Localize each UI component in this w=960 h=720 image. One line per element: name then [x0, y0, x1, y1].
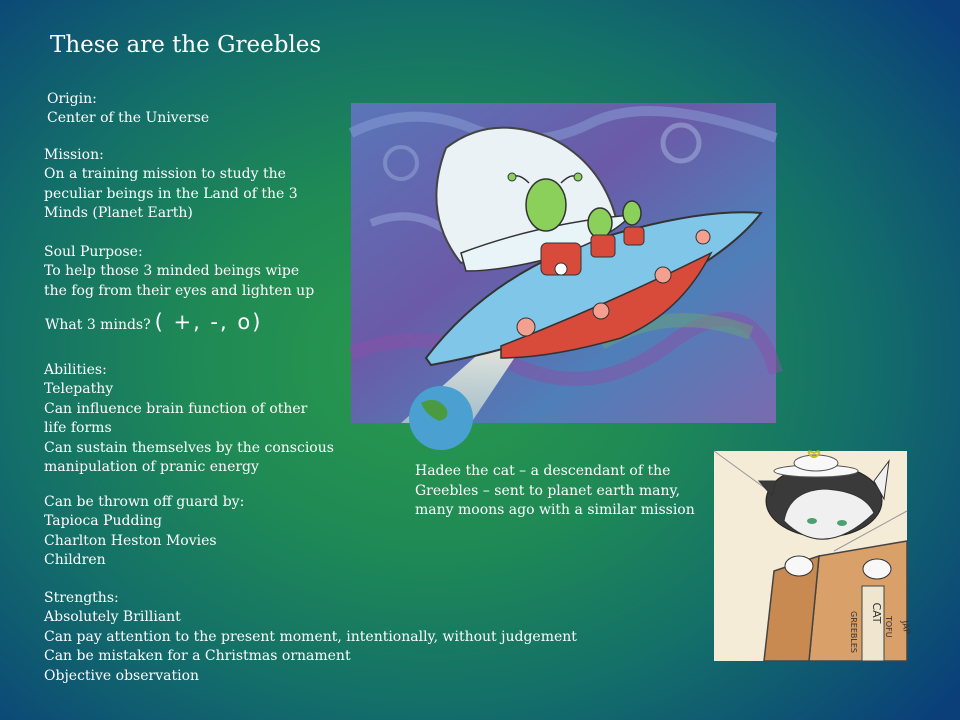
sign-tofu: TOFU [884, 616, 893, 638]
thrown-off-label: Can be thrown off guard by: [44, 494, 245, 510]
mission-label: Mission: [44, 147, 104, 163]
abilities-section [44, 361, 334, 477]
mission-section [44, 146, 298, 224]
strengths-section [44, 589, 577, 686]
cat-caption [415, 462, 695, 521]
abilities-line: Can influence brain function of other [44, 400, 308, 417]
strengths-label: Strengths: [44, 590, 119, 606]
soul-purpose-label: Soul Purpose: [44, 244, 143, 260]
mission-line: On a training mission to study the [44, 166, 286, 183]
sign-cat: CAT [870, 602, 883, 624]
strengths-line: Objective observation [44, 667, 200, 684]
origin-section [47, 90, 209, 129]
strengths-line: Can be mistaken for a Christmas ornament [44, 648, 351, 665]
strengths-line: Can pay attention to the present moment, intentionally, without judgement [44, 628, 577, 645]
cat-illustration [714, 451, 912, 661]
caption-line: many moons ago with a similar mission [415, 502, 695, 518]
caption-line: Hadee the cat – a descendant of the [415, 463, 671, 479]
caption-line: Greebles – sent to planet earth many, [415, 482, 681, 499]
ufo-illustration [351, 103, 776, 423]
sign-greebles: GREEBLES [849, 611, 858, 653]
three-minds-question: What 3 minds? [45, 317, 151, 333]
sign-jap: JAP [899, 619, 912, 636]
origin-label: Origin: [47, 91, 97, 107]
abilities-line: manipulation of pranic energy [44, 459, 259, 476]
abilities-line: life forms [44, 420, 112, 437]
thrown-off-line: Children [44, 552, 106, 569]
thrown-off-line: Charlton Heston Movies [44, 532, 217, 549]
mission-line: peculiar beings in the Land of the 3 [44, 185, 298, 202]
slide-title: These are the Greebles [50, 32, 322, 58]
three-minds-section [45, 310, 263, 335]
mission-line: Minds (Planet Earth) [44, 205, 193, 222]
abilities-label: Abilities: [44, 362, 107, 378]
origin-value: Center of the Universe [47, 110, 210, 127]
abilities-line: Telepathy [44, 381, 114, 398]
abilities-line: Can sustain themselves by the conscious [44, 439, 334, 456]
strengths-line: Absolutely Brilliant [44, 609, 181, 626]
thrown-off-line: Tapioca Pudding [44, 513, 162, 530]
three-minds-answer: ( +, -, o) [154, 310, 263, 334]
soul-purpose-line: To help those 3 minded beings wipe [44, 263, 300, 280]
soul-purpose-line: the fog from their eyes and lighten up [44, 282, 315, 299]
soul-purpose-section [44, 243, 314, 301]
thrown-off-section [44, 493, 244, 571]
